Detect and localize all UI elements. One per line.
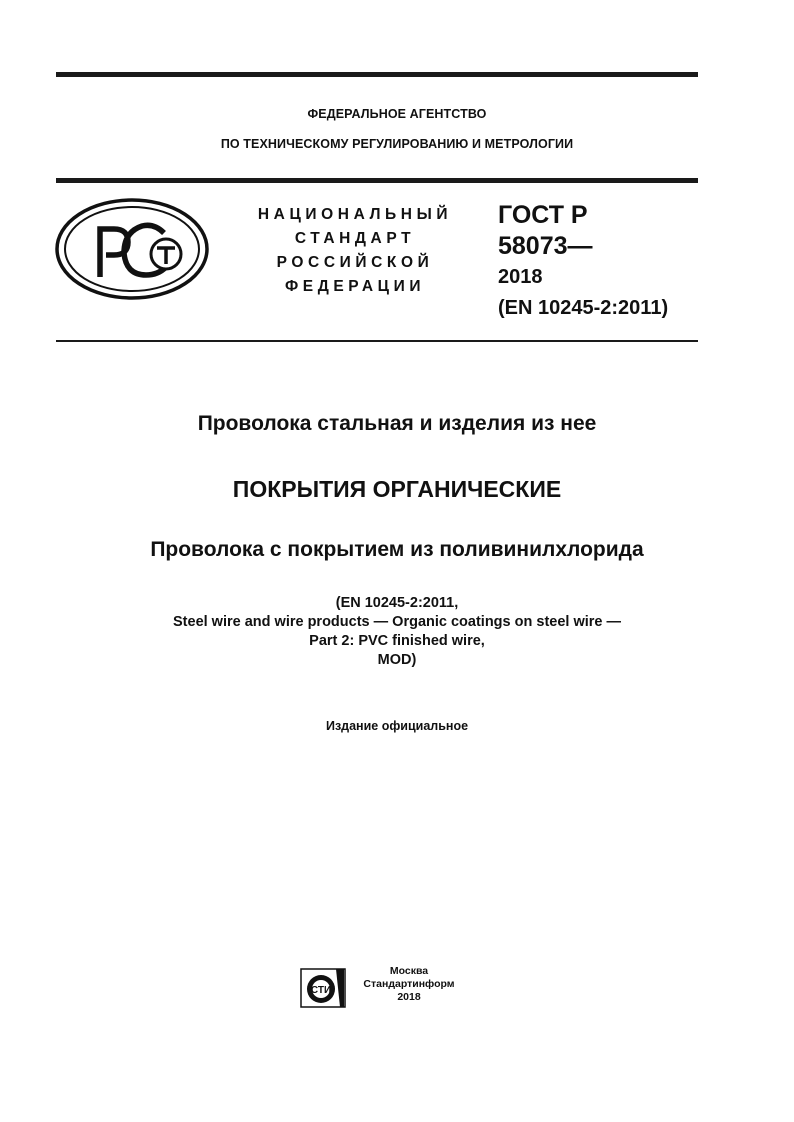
national-standard-line-1: НАЦИОНАЛЬНЫЙ [257, 206, 453, 223]
national-standard-line-2: СТАНДАРТ [294, 230, 416, 247]
gost-r-emblem [54, 197, 210, 301]
designation-line-1: ГОСТ Р [498, 201, 588, 229]
en-reference-line-3: Part 2: PVC finished wire, [309, 633, 485, 649]
document-title-line-3: Проволока с покрытием из поливинилхлорида [150, 538, 644, 561]
national-standard-line-4: ФЕДЕРАЦИИ [284, 278, 426, 295]
national-standard-block [240, 203, 470, 299]
standartinform-logo [300, 968, 346, 1008]
en-reference-line-2: Steel wire and wire products — Organic coatings on steel wire — [173, 614, 621, 630]
document-title-line-1: Проволока стальная и изделия из нее [197, 412, 597, 435]
agency-line-2: ПО ТЕХНИЧЕСКОМУ РЕГУЛИРОВАНИЮ И МЕТРОЛОГИИ [220, 137, 574, 151]
agency-line-1: ФЕДЕРАЛЬНОЕ АГЕНТСТВО [307, 107, 487, 121]
publisher-year: 2018 [397, 991, 421, 1003]
header-rule [56, 178, 698, 183]
standard-designation [498, 200, 668, 324]
publisher-city: Москва [389, 965, 429, 977]
en-reference [0, 594, 794, 670]
designation-line-4: (EN 10245-2:2011) [498, 297, 669, 319]
publisher-block [356, 965, 462, 1004]
top-rule [56, 72, 698, 77]
national-standard-line-3: РОССИЙСКОЙ [276, 254, 434, 271]
logo-text: СТИ [310, 985, 332, 996]
document-title-line-2: ПОКРЫТИЯ ОРГАНИЧЕСКИЕ [232, 476, 562, 502]
designation-line-2: 58073— [498, 232, 593, 260]
edition-label: Издание официальное [325, 719, 469, 733]
en-reference-line-4: MOD) [377, 652, 417, 668]
header-bottom-rule [56, 340, 698, 342]
designation-line-3: 2018 [498, 266, 543, 288]
publisher-name: Стандартинформ [363, 978, 455, 990]
en-reference-line-1: (EN 10245-2:2011, [335, 595, 459, 611]
